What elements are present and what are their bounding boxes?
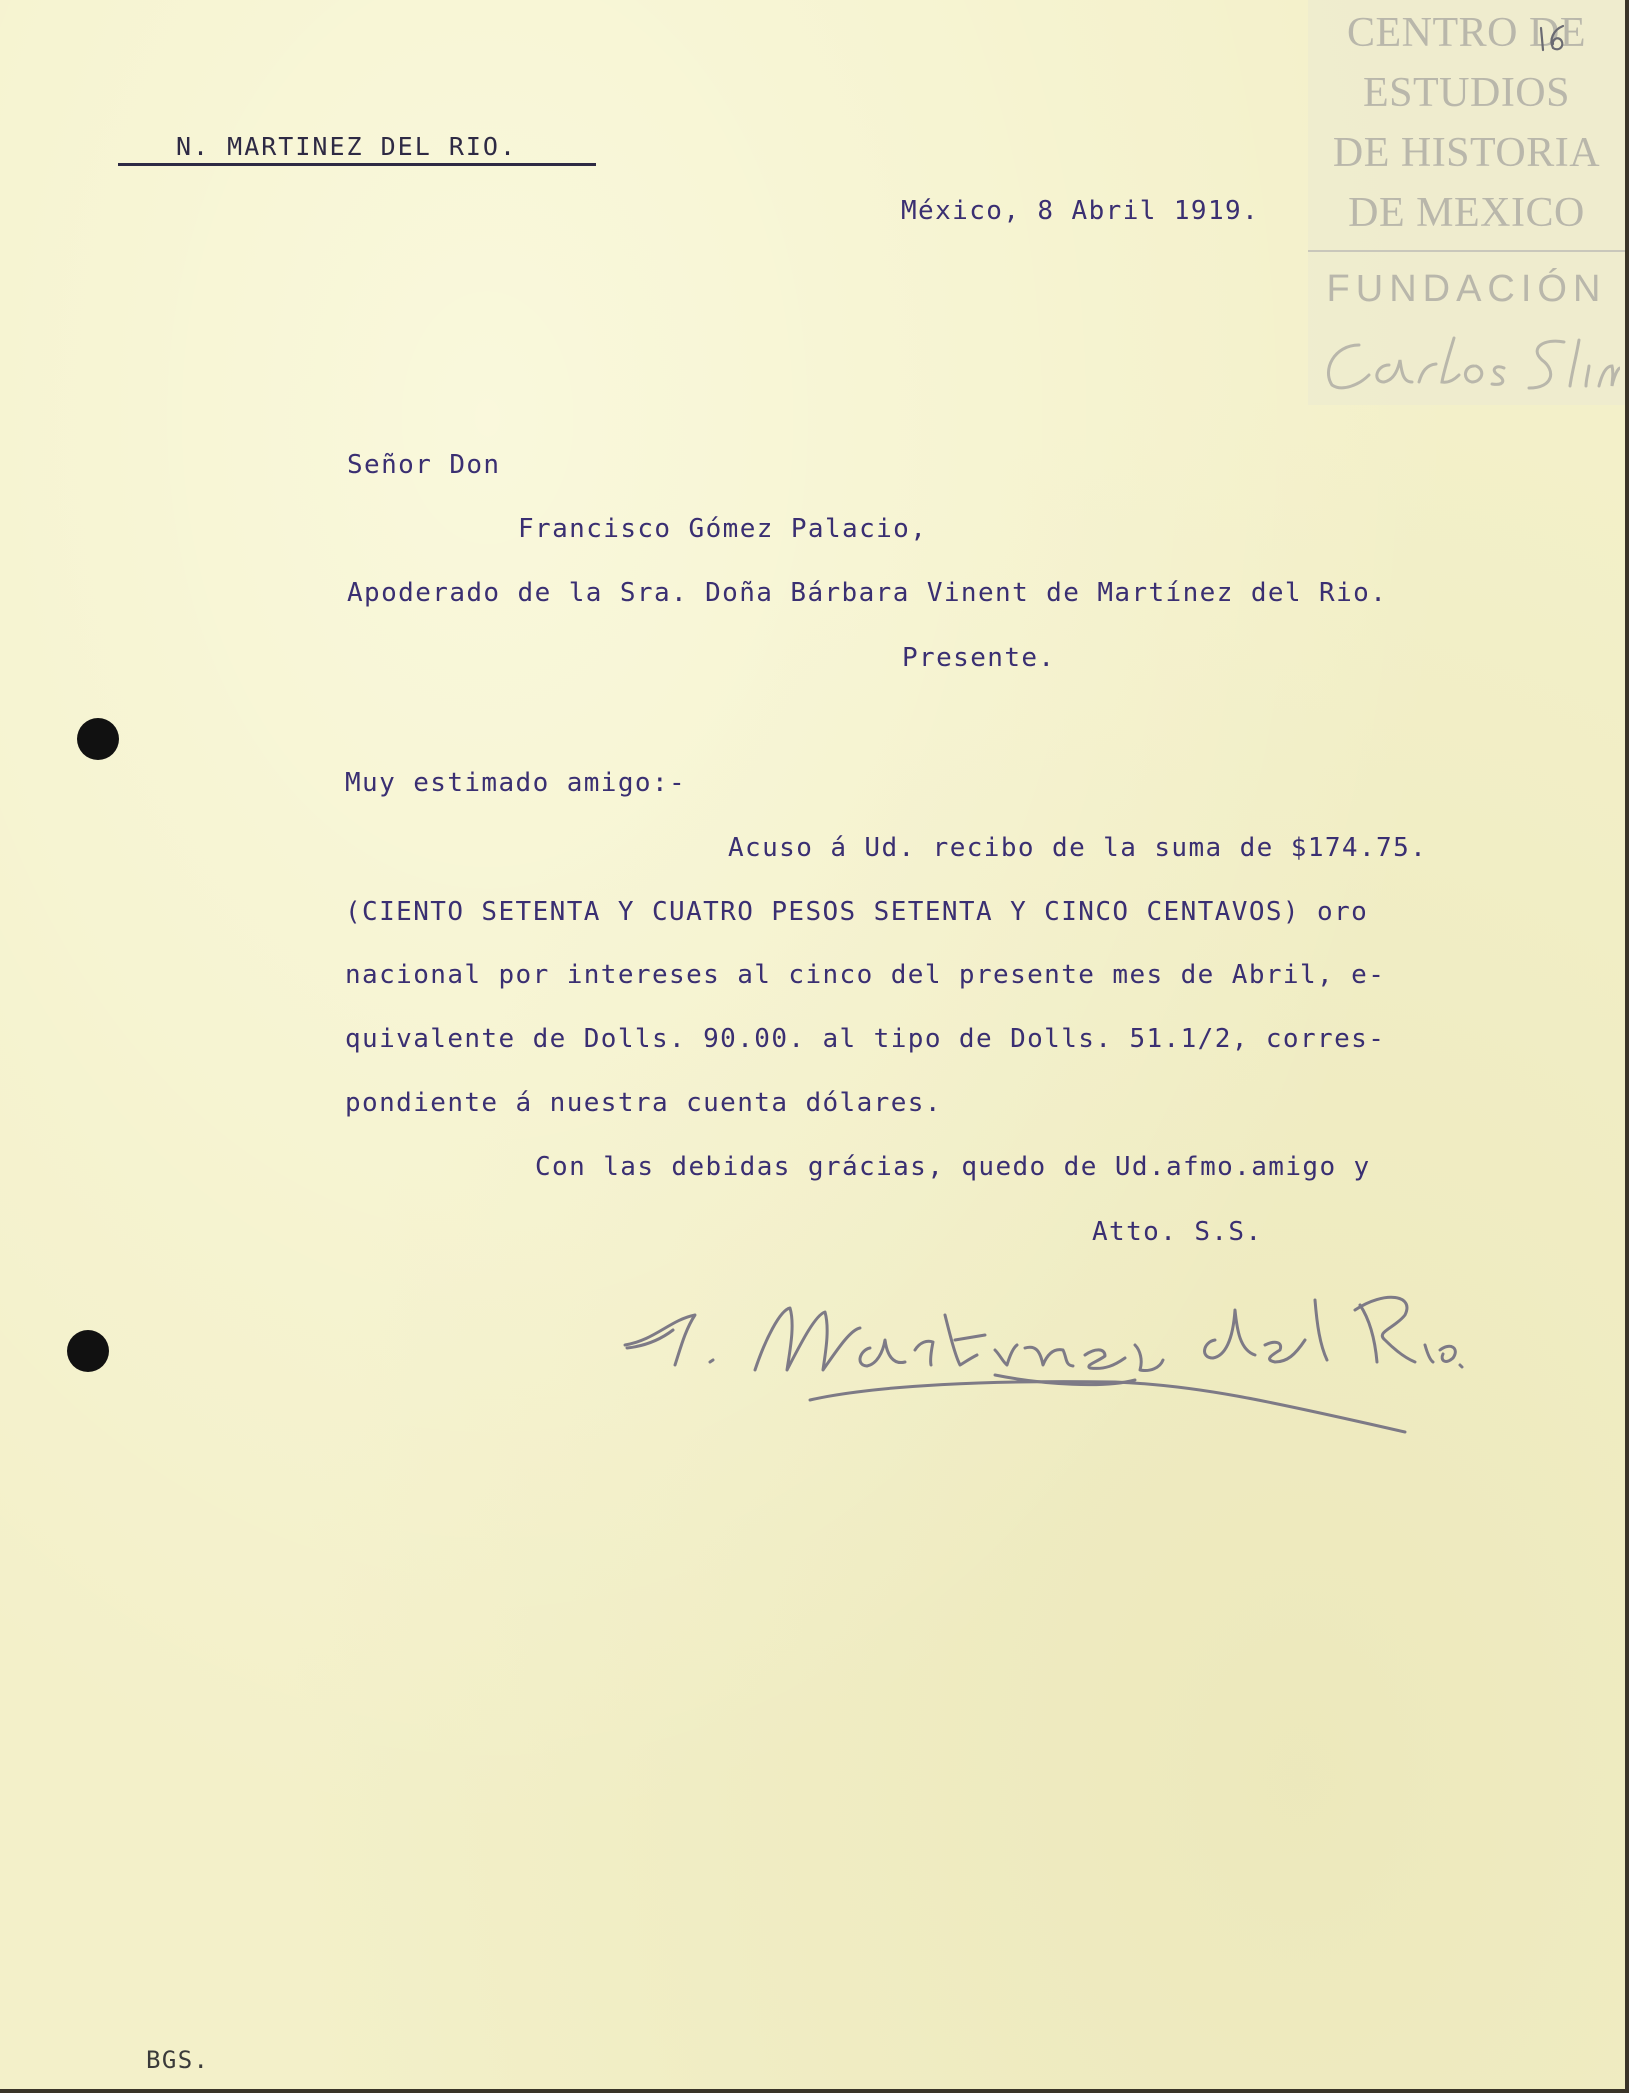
stamp-foundation: FUNDACIÓN [1326,268,1607,310]
greeting: Muy estimado amigo:- [345,768,687,798]
punch-hole [77,718,119,760]
stamp-line-4: DE MEXICO [1348,190,1585,236]
typist-initials: BGS. [146,2046,210,2074]
stamp-line-1: CENTRO DE [1347,10,1586,56]
body-line-1: Acuso á Ud. recibo de la suma de $174.75. [728,833,1428,863]
body-line-5: pondiente á nuestra cuenta dólares. [345,1088,942,1118]
recipient-line-3: Apoderado de la Sra. Doña Bárbara Vinent de Martínez del Rio. [347,578,1388,608]
closing-line-2: Atto. S.S. [1092,1217,1263,1247]
stamp-divider [1308,250,1625,252]
body-line-4: quivalente de Dolls. 90.00. al tipo de Dolls. 51.1/2, corres- [345,1024,1386,1054]
stamp-script-logo [1314,330,1620,400]
recipient-line-4: Presente. [902,643,1056,673]
recipient-line-2: Francisco Gómez Palacio, [518,514,928,544]
body-line-3: nacional por intereses al cinco del presente mes de Abril, e- [345,960,1386,990]
punch-hole [67,1330,109,1372]
date-line: México, 8 Abril 1919. [901,196,1260,226]
archive-watermark-stamp [1308,0,1625,405]
folio-number [1535,22,1571,54]
letterhead: N. MARTINEZ DEL RIO. [176,132,518,161]
stamp-line-2: ESTUDIOS [1362,70,1570,116]
stamp-line-3: DE HISTORIA [1332,130,1601,176]
body-line-2: (CIENTO SETENTA Y CUATRO PESOS SETENTA Y CINCO CENTAVOS) oro [345,897,1369,927]
recipient-line-1: Señor Don [347,450,501,480]
closing-line-1: Con las debidas grácias, quedo de Ud.afmo.amigo y [535,1152,1371,1182]
handwritten-signature [615,1270,1470,1470]
letterhead-underline [118,163,596,166]
